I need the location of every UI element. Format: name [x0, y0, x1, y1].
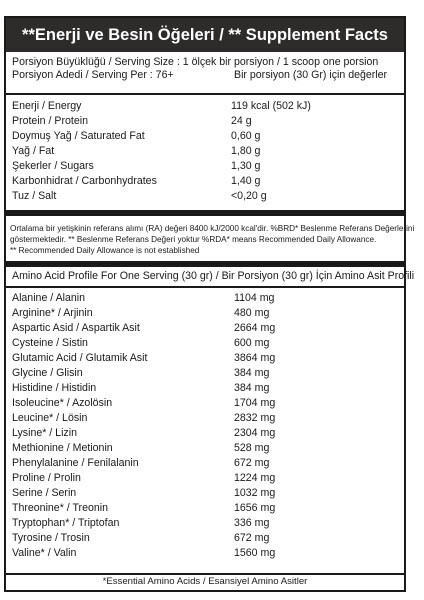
row-label: Glycine / Glisin [12, 367, 83, 379]
divider [6, 286, 404, 288]
row-value: 1,80 g [231, 145, 261, 157]
row-label: Serine / Serin [12, 487, 77, 499]
row-value: 384 mg [234, 367, 270, 379]
row-label: Cysteine / Sistin [12, 337, 88, 349]
panel-title: **Enerji ve Besin Öğeleri / ** Supplement Facts [6, 18, 404, 52]
row-label: Leucine* / Lösin [12, 412, 88, 424]
row-value: 480 mg [234, 307, 270, 319]
row-label: Doymuş Yağ / Saturated Fat [12, 130, 145, 142]
row-value: <0,20 g [231, 190, 267, 202]
table-row [6, 381, 404, 396]
table-row [6, 516, 404, 531]
row-label: Tryptophan* / Triptofan [12, 517, 120, 529]
row-value: 672 mg [234, 457, 270, 469]
nutrition-table [6, 99, 404, 204]
table-row [6, 189, 404, 204]
table-row [6, 366, 404, 381]
table-row [6, 411, 404, 426]
row-label: Glutamic Acid / Glutamik Asit [12, 352, 148, 364]
row-label: Lysine* / Lizin [12, 427, 77, 439]
row-label: Phenylalanine / Fenilalanin [12, 457, 139, 469]
table-row [6, 321, 404, 336]
table-row [6, 441, 404, 456]
row-value: 1032 mg [234, 487, 276, 499]
row-value: 119 kcal (502 kJ) [231, 100, 311, 112]
row-label: Tyrosine / Trosin [12, 532, 90, 544]
table-row [6, 291, 404, 306]
table-row [6, 501, 404, 516]
supplement-facts-panel [4, 16, 415, 592]
servings-per-container: Porsiyon Adedi / Serving Per : 76+ [12, 68, 174, 81]
row-label: Isoleucine* / Azolösin [12, 397, 113, 409]
table-row [6, 144, 404, 159]
row-value: 2664 mg [234, 322, 276, 334]
table-row [6, 129, 404, 144]
divider-thick [6, 261, 404, 267]
table-row [6, 351, 404, 366]
table-row [6, 306, 404, 321]
table-row [6, 546, 404, 561]
row-value: 3864 mg [234, 352, 276, 364]
row-label: Arginine* / Arjinin [12, 307, 93, 319]
reference-notes [6, 223, 415, 256]
row-value: 1,40 g [231, 175, 261, 187]
footer-note: *Essential Amino Acids / Esansiyel Amino Asitler [102, 576, 308, 587]
table-row [6, 426, 404, 441]
table-row [6, 486, 404, 501]
amino-acid-table [6, 291, 404, 561]
row-value: 2832 mg [234, 412, 276, 424]
row-value: 1560 mg [234, 547, 276, 559]
divider [6, 93, 404, 95]
row-value: 1224 mg [234, 472, 276, 484]
row-label: Şekerler / Sugars [12, 160, 94, 172]
amino-profile-title: Amino Acid Profile For One Serving (30 gr) / Bir Porsiyon (30 gr) İçin Amino Asit Profili [12, 270, 415, 282]
table-row [6, 396, 404, 411]
row-value: 1,30 g [231, 160, 261, 172]
table-row [6, 114, 404, 129]
row-value: 336 mg [234, 517, 270, 529]
row-label: Tuz / Salt [12, 190, 57, 202]
table-row [6, 471, 404, 486]
note-line: ** Recommended Daily Allowance is not established [10, 246, 200, 255]
row-value: 1704 mg [234, 397, 276, 409]
row-label: Valine* / Valin [12, 547, 77, 559]
row-label: Enerji / Energy [12, 100, 82, 112]
row-label: Methionine / Metionin [12, 442, 113, 454]
table-row [6, 174, 404, 189]
row-label: Protein / Protein [12, 115, 88, 127]
table-row [6, 336, 404, 351]
table-row [6, 456, 404, 471]
note-line: göstermektedir. ** Beslenme Referans Değeri yoktur %RDA* means Recommended Daily Allowance. [10, 235, 377, 244]
row-value: 528 mg [234, 442, 270, 454]
row-value: 600 mg [234, 337, 270, 349]
row-label: Karbonhidrat / Carbonhydrates [12, 175, 157, 187]
row-value: 1656 mg [234, 502, 276, 514]
serving-size: Porsiyon Büyüklüğü / Serving Size : 1 ölçek bir porsiyon / 1 scoop one porsion [12, 56, 379, 68]
row-label: Threonine* / Treonin [12, 502, 108, 514]
table-row [6, 99, 404, 114]
row-value: 384 mg [234, 382, 270, 394]
row-label: Histidine / Histidin [12, 382, 97, 394]
row-label: Proline / Prolin [12, 472, 81, 484]
row-label: Yağ / Fat [12, 145, 55, 157]
divider-thick [6, 210, 404, 216]
serving-info [6, 56, 404, 81]
table-row [6, 159, 404, 174]
note-line: Ortalama bir yetişkinin referans alımı (RA) değeri 8400 kJ/2000 kcal'dir. %BRD* Beslenme Referans Değerlerini [10, 224, 415, 233]
per-serving-header: Bir porsiyon (30 Gr) için değerler [234, 68, 388, 81]
row-value: 24 g [231, 115, 252, 127]
row-value: 1104 mg [234, 292, 275, 304]
row-value: 0,60 g [231, 130, 261, 142]
row-label: Aspartic Asid / Aspartik Asit [12, 322, 140, 334]
row-value: 2304 mg [234, 427, 276, 439]
table-row [6, 531, 404, 546]
row-label: Alanine / Alanin [12, 292, 86, 304]
row-value: 672 mg [234, 532, 270, 544]
